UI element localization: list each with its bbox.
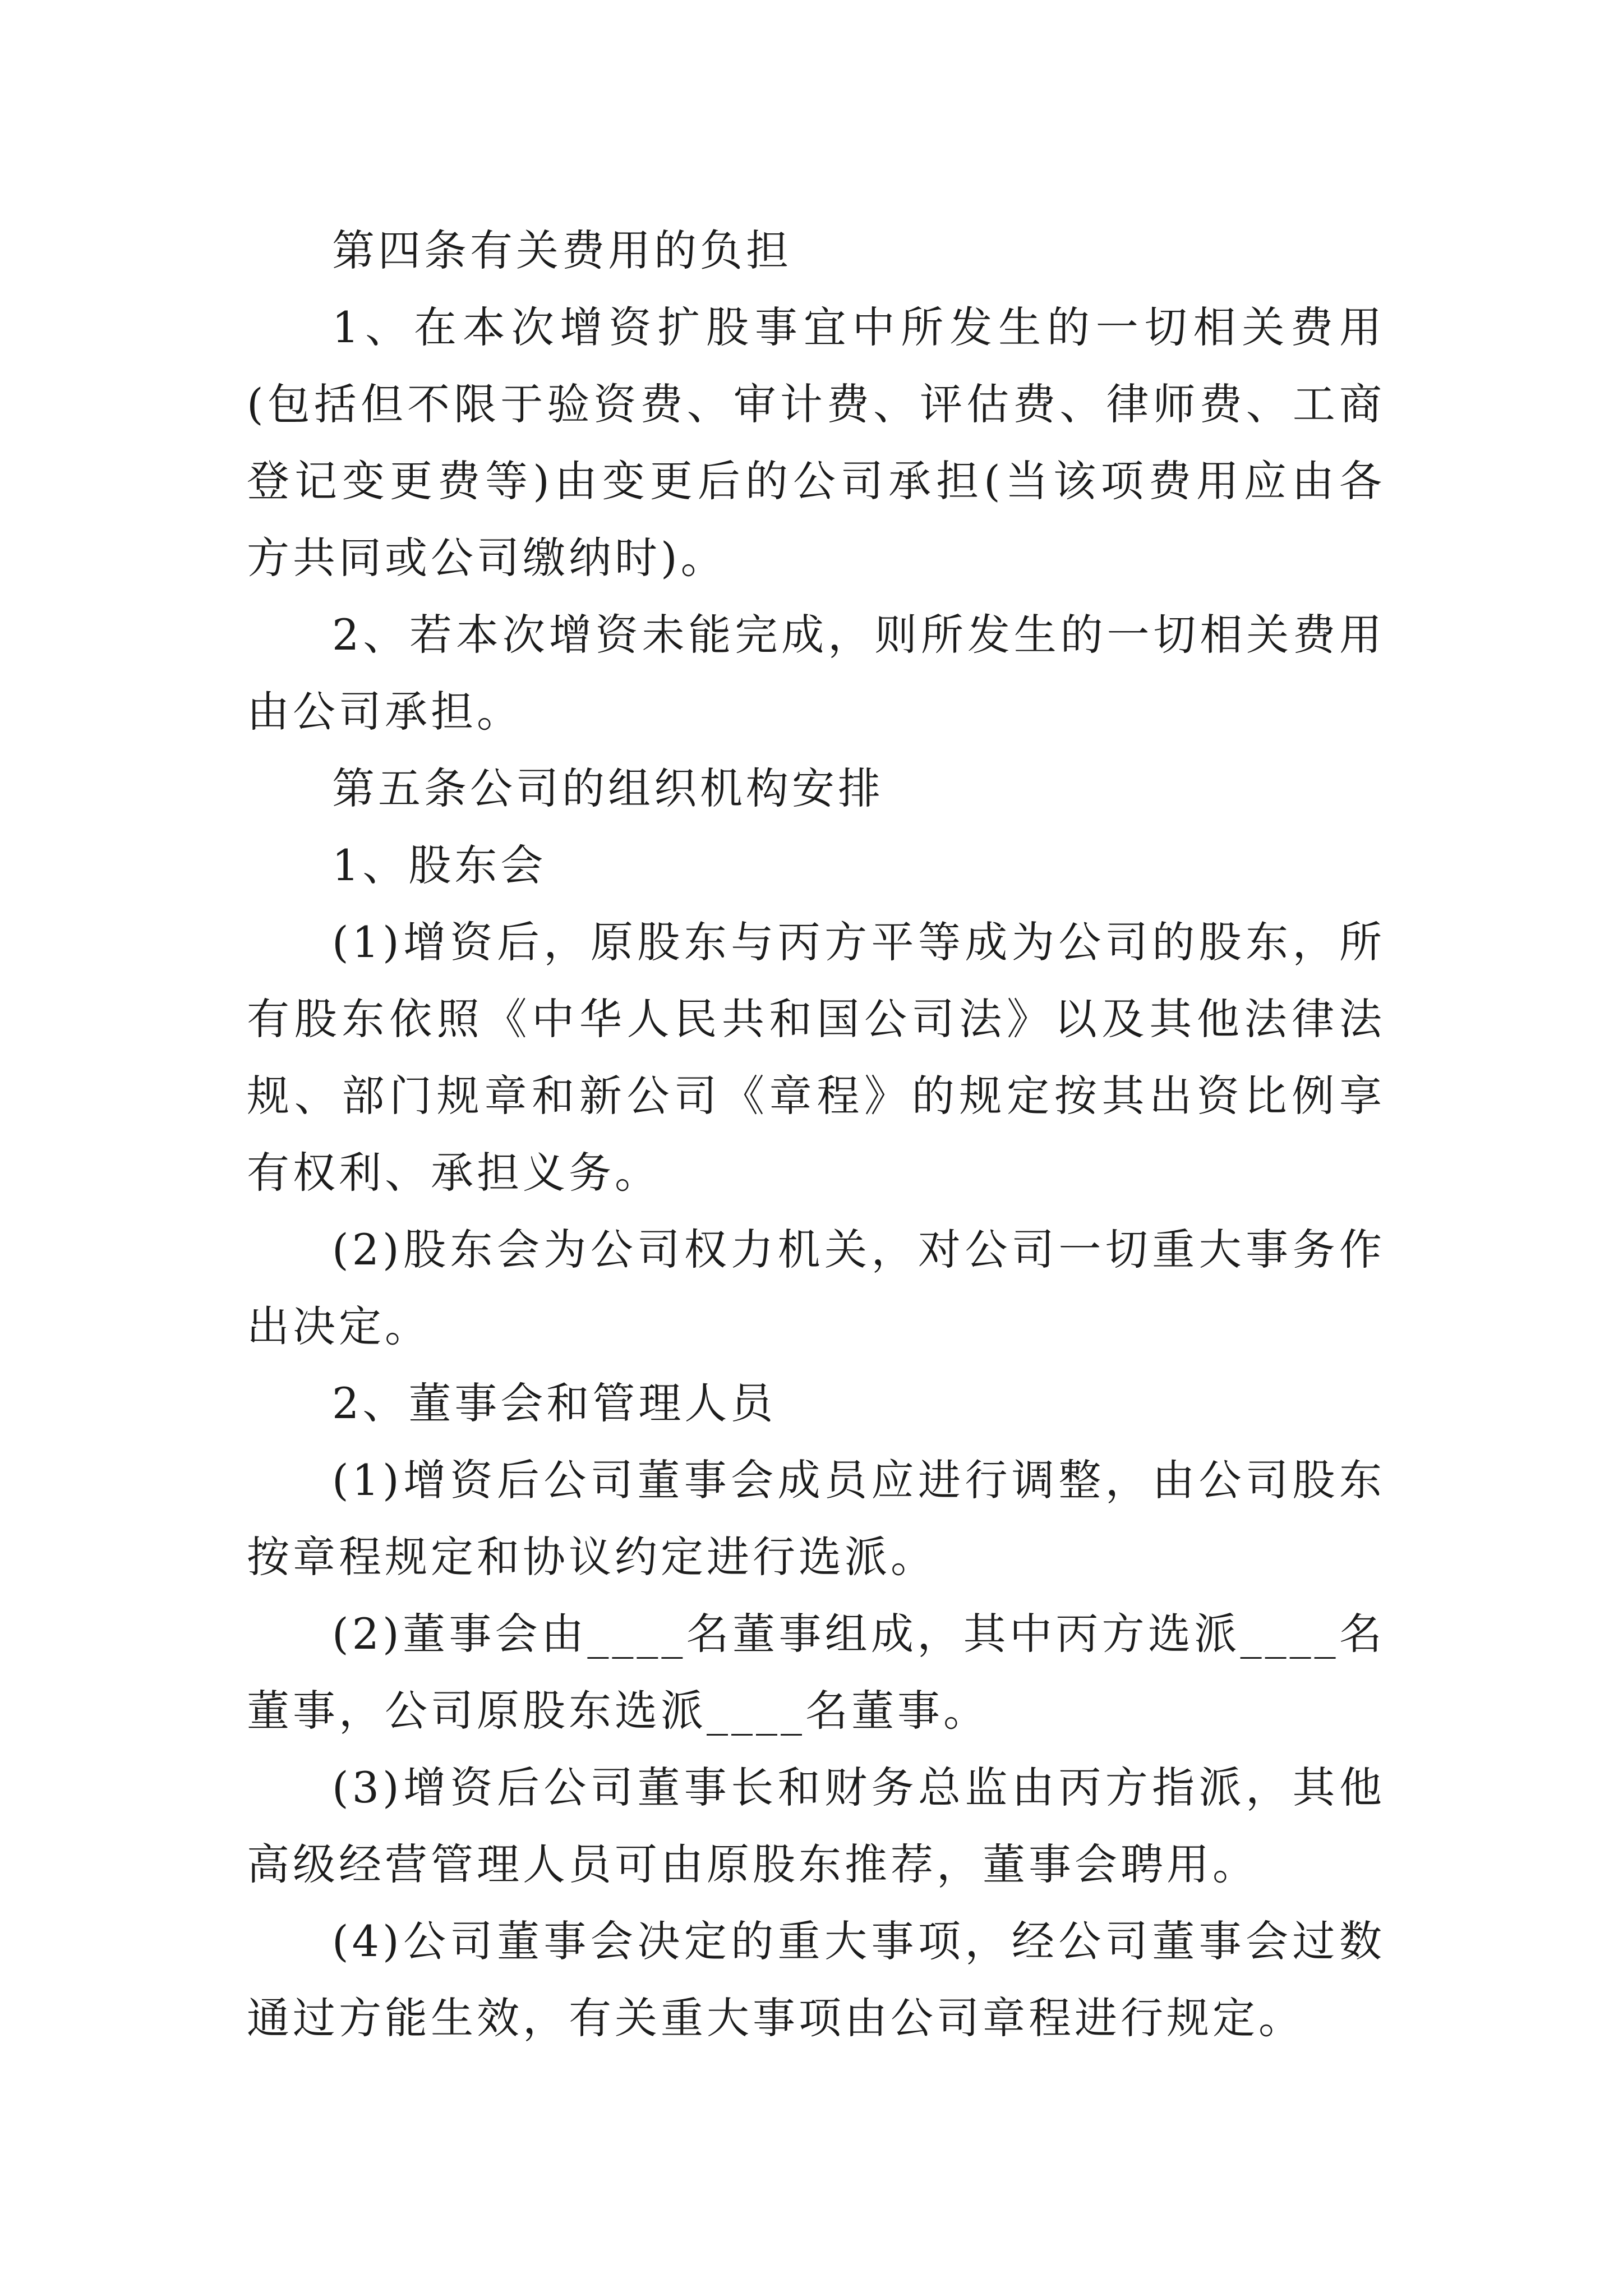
board-clause-1: (1)增资后公司董事会成员应进行调整，由公司股东按章程规定和协议约定进行选派。 bbox=[247, 1455, 1385, 1582]
article-4-heading: 第四条有关费用的负担 bbox=[332, 226, 792, 275]
document-body bbox=[247, 212, 1385, 2056]
board-clause-2: (2)董事会由____名董事组成，其中丙方选派____名董事，公司原股东选派____名董事。 bbox=[247, 1609, 1385, 1736]
section-board-and-management: 2、董事会和管理人员 bbox=[332, 1378, 777, 1428]
article-4-clause-2: 2、若本次增资未能完成，则所发生的一切相关费用由公司承担。 bbox=[247, 610, 1385, 737]
shareholders-clause-2: (2)股东会为公司权力机关，对公司一切重大事务作出决定。 bbox=[247, 1225, 1385, 1351]
section-shareholders-meeting: 1、股东会 bbox=[332, 840, 547, 890]
article-5-heading: 第五条公司的组织机构安排 bbox=[332, 763, 884, 813]
shareholders-clause-1: (1)增资后，原股东与丙方平等成为公司的股东，所有股东依照《中华人民共和国公司法》以及其他法律法规、部门规章和新公司《章程》的规定按其出资比例享有权利、承担义务。 bbox=[247, 917, 1385, 1198]
board-clause-4: (4)公司董事会决定的重大事项，经公司董事会过数通过方能生效，有关重大事项由公司章程进行规定。 bbox=[247, 1916, 1385, 2043]
board-clause-3: (3)增资后公司董事长和财务总监由丙方指派，其他高级经营管理人员可由原股东推荐，董事会聘用。 bbox=[247, 1763, 1385, 1889]
article-4-clause-1: 1、在本次增资扩股事宜中所发生的一切相关费用(包括但不限于验资费、审计费、评估费、律师费、工商登记变更费等)由变更后的公司承担(当该项费用应由各方共同或公司缴纳时)。 bbox=[247, 302, 1385, 583]
